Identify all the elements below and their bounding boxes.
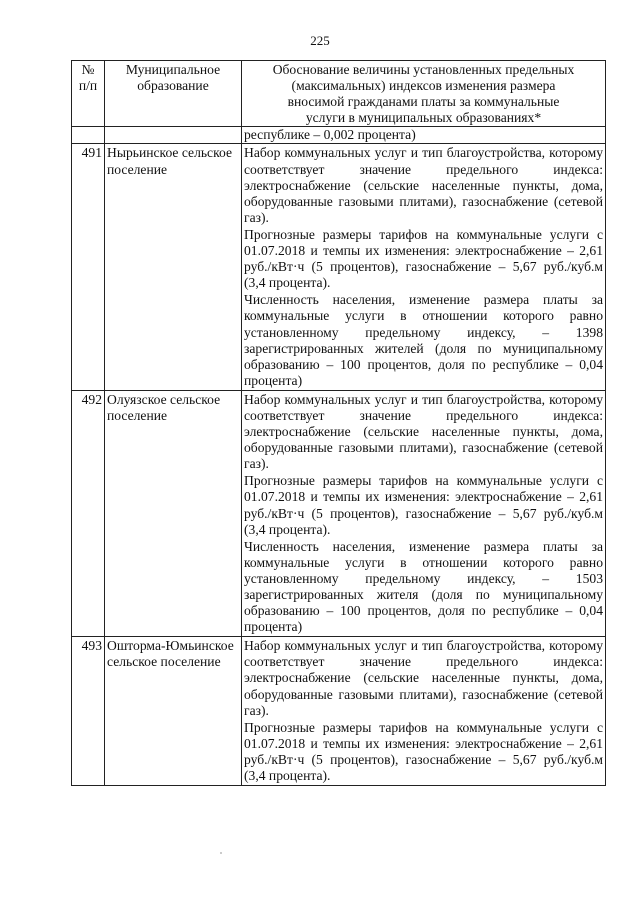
population-paragraph: Численность населения, изменение размера платы за коммунальные услуги в отношении которого равно установленному предельному индексу, – 1503 зарегистрированных жителя (доля по муниципальному образованию – 100 процентов, доля по республике – 0,04 процента) [244, 538, 603, 635]
tariffs-paragraph: Прогнозные размеры тарифов на коммунальные услуги с 01.07.2018 и темпы их изменения: электроснабжение – 2,61 руб./кВт·ч (5 процентов), газоснабжение – 5,67 руб./куб.м (3,4 процента). [244, 226, 603, 291]
services-paragraph: Набор коммунальных услуг и тип благоустройства, которому соответствует значение предельного индекса: электроснабжение (сельские населенные пункты, дома, оборудованные газовыми плитами), газоснабжение (сетевой газ). [244, 638, 603, 718]
municipality-name: Олуязское сельское поселение [105, 390, 242, 636]
header-municipality-column [105, 61, 242, 127]
basis-cell [242, 637, 606, 786]
municipality-name: Ошторма-Юмьинское сельское поселение [105, 637, 242, 786]
header-basis-line3: вносимой гражданами платы за коммунальные [287, 94, 560, 110]
scan-speck [220, 852, 222, 854]
header-basis-line2: (максимальных) индексов изменения размера [291, 78, 556, 94]
row-number: 492 [72, 390, 105, 636]
header-number-line2: п/п [78, 78, 98, 94]
row-number: 493 [72, 637, 105, 786]
tariffs-paragraph: Прогнозные размеры тарифов на коммунальные услуги с 01.07.2018 и темпы их изменения: электроснабжение – 2,61 руб./кВт·ч (5 процентов), газоснабжение – 5,67 руб./куб.м (3,4 процента). [244, 719, 603, 784]
table-header-row [72, 61, 606, 127]
basis-cell [242, 390, 606, 636]
table-row [72, 390, 606, 636]
header-number-column [72, 61, 105, 127]
services-paragraph: Набор коммунальных услуг и тип благоустройства, которому соответствует значение предельного индекса: электроснабжение (сельские населенные пункты, дома, оборудованные газовыми плитами), газоснабжение (сетевой газ). [244, 145, 603, 225]
indices-table [71, 60, 606, 786]
basis-cell [242, 144, 606, 390]
population-paragraph: Численность населения, изменение размера платы за коммунальные услуги в отношении которого равно установленному предельному индексу, – 1398 зарегистрированных жителей (доля по муниципальному образованию – 100 процентов, доля по республике – 0,04 процента) [244, 292, 603, 388]
table-row [72, 144, 606, 390]
municipality-name: Нырьинское сельское поселение [105, 144, 242, 390]
header-basis-column [242, 61, 606, 127]
header-municipality-line2: образование [137, 78, 209, 94]
header-municipality-line1: Муниципальное [125, 62, 221, 77]
continuation-text: республике – 0,002 процента) [242, 127, 606, 144]
row-number: 491 [72, 144, 105, 390]
header-number-line1: № [81, 62, 95, 77]
table-row [72, 637, 606, 786]
tariffs-paragraph: Прогнозные размеры тарифов на коммунальные услуги с 01.07.2018 и темпы их изменения: электроснабжение – 2,61 руб./кВт·ч (5 процентов), газоснабжение – 5,67 руб./куб.м (3,4 процента). [244, 473, 603, 537]
page-number: 225 [310, 33, 330, 48]
continuation-number-cell [72, 127, 105, 144]
services-paragraph: Набор коммунальных услуг и тип благоустройства, которому соответствует значение предельного индекса: электроснабжение (сельские населенные пункты, дома, оборудованные газовыми плитами), газоснабжение (сетевой газ). [244, 391, 603, 472]
continuation-municipality-cell [105, 127, 242, 144]
header-basis-line1: Обоснование величины установленных предельных [272, 62, 575, 77]
continuation-row [72, 127, 606, 144]
header-basis-line4: услуги в муниципальных образованиях* [305, 110, 542, 126]
